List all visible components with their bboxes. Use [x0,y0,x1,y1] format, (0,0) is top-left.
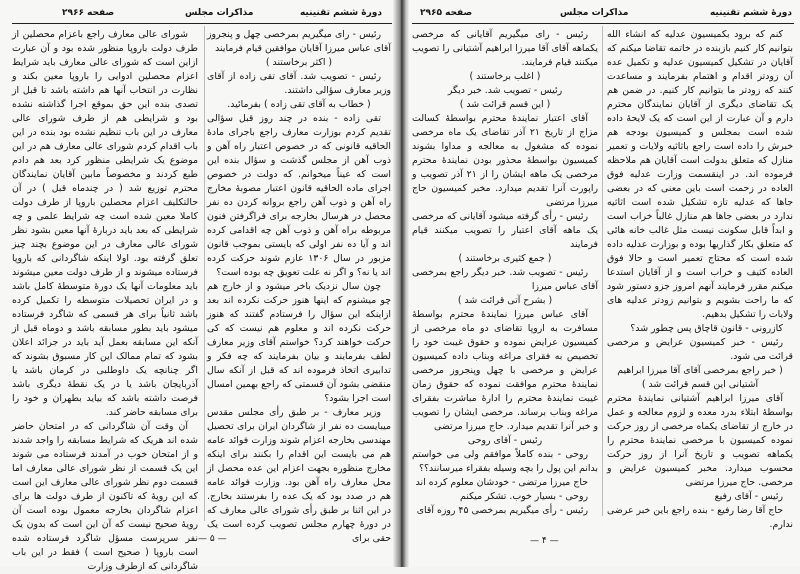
paragraph: رئیس - رأی گرفته میشود آقایانی که مرخصی یک ماهه آقای اعتبار را تصویب میکنند قیام فرمایند [412,211,598,250]
right-page [400,0,800,567]
header-title: مذاکرات مجلس [560,8,629,18]
centered-note: رئیس - تصویب شد. خبر دیگر [447,85,563,96]
paragraph: آن وقت آن شاگردانی که در امتحان حاضر شده اند هریک که شرایط مسابقه را واجد شدند و از امتحان خوب در آمدند فرستاده می شوند این یک قسمت از نظر شورای عالی معارف اما قسمت دوم نظر شورای عالی معارف این است که این رویهٔ که تاکنون از طرف دولت ها برای اعزام شاگردان بخارجه معمول بوده است آن رویهٔ صحیح نیست که آن این است که بدون یک نفر سرپرست مسؤل شاگرد فرستاده شده است باروپا ( صحیح است ) فقط در این باب شاگردانی که ازطرف وزارت [12,421,198,572]
paragraph: رئیس - رأی میگیریم بمرخصی ۴۵ روزه آقای [416,505,588,516]
paragraph: رئیس - خبر کمیسیون عرایض و مرخصی قرائت می شود. [607,337,793,362]
paragraph: رئیس - تصویب شد. خبر دیگر راجع بمرخصی آقای عباس میرزا [412,267,598,292]
header-rule [412,23,794,24]
centered-note: ( بشرح آتی قرائت شد ) [457,295,553,306]
header-title: مذاکرات مجلس [185,8,254,18]
page-header [0,8,400,22]
book-fold-shadow [393,0,409,567]
paragraph: آقای میرزا ابراهیم آشتیانی نمایندهٔ محترم بواسطهٔ ابتلاء بدرد معده و لزوم معالجه و عمل در خارج از تقاضای یکماه مرخصی از روز حرکت نموده کمیسیون با مرخصی نمایندهٔ محترم را یکماهه تصویب و تاریخ آنرا از روز حرکت محسوب میدارد. مخبر کمیسیون عرایض و مرخصی. حاج میرزا مرتضی [607,393,793,488]
paragraph: رئیس - تصویب شد. آقای تقی زاده از آقای وزیر معارف سؤالی داشتند. [207,71,391,96]
column [12,28,198,572]
paragraph: رئیس - رای میگیریم آقایانی که مرخصی یکماهه آقای آقا میرزا ابراهیم آشتیانی را تصویب میکنند قیام فرمایند. [412,29,598,68]
column [607,28,793,530]
paragraph: روحی - بسیار خوب. تشکر میکنم [460,491,588,502]
page-header [400,8,800,22]
page-footer-number: — ۵ — [198,534,227,544]
column-divider [602,26,603,516]
paragraph: حاج میرزا مرتضی - خودشان معلوم کرده اند [415,477,588,488]
header-session: دورهٔ ششم تقنینیه [709,8,792,18]
centered-note: ( خطاب به آقای تقی زاده ) بفرمائید. [227,99,371,110]
paragraph: آقای اعتبار نمایندهٔ محترم بواسطهٔ کسالت مزاج از تاریخ ۲۱ آذر تقاضای یک ماه مرخصی نموده که مشغول به معالجه و مداوا بشوند کمیسیون بواسطهٔ محذور بودن نمایندهٔ محترم مرخصی یک ماهه ایشان را از ۲۱ آذر تصویب و راپورت آنرا تقدیم میدارد. مخبر کمیسیون حاج میرزا مرتضی [412,113,599,208]
page-number: صفحه ۲۹۶۶ [62,8,115,18]
column [207,28,391,544]
paragraph: شورای عالی معارف راجع باعزام محصلین از طرف دولت باروپا منظور شده بود و آن عبارت ازاین است که شورای عالی معارف باید شرایط اعزام محصلین ادوایی را باروپا معین بکند و نظارت در انتخاب آنها هم داشته باشد تا قبل از تصدی بنده این حق بموقع اجرا گذاشته نشده بود و شرایطی هم از طرف شورای عالی معارف در این باب تنظیم نشده بود بنده در این باب اقدام کردم شورای عالی معارف هم در این موضوع یک شرایطی منظور کرد بعد هم دادم طبع کردند و مخصوصاً مابین آقایان نمایندگان محترم توزیع شد ( در چندماه قبل ) در آن حالتکلیف اعزام محصلین باروپا از طرف دولت کاملا معین شده است چه شرایط علمی و چه شرایطی که بعد باید دربارهٔ آنها معین بشود نظر شورای عالی معارف در این موضوع بچند چیز تعلق گرفته بود. اولا اینکه شاگردانی که باروپا فرستاده میشوند و از طرف دولت معین میشوند باید معلومات آنها یک دورهٔ متوسطهٔ کامل باشد و در ایران تحصیلات متوسطه را تکمیل کرده باشد ثانیاً برای هر قسمی که شاگرد فرستاده میشود باید بطور مسابقه باشد و دوماه قبل از آنکه این مسابقه بعمل آید باید در جرائد اعلان بشود که تمام ممالک این کار مسبوق بشوند که اگر چنانچه یک داوطلبی در کرمان باشد یا آذربایجان باشد یا در یک نقطهٔ دیگری باشد فرصت داشته باشد که بیاید بطهران و خود را برای مسابقه حاضر کند. [12,29,198,418]
header-rule [12,23,392,24]
paragraph: وزیر معارف - بر طبق رأی مجلس مقدس میبایست ده نفر از شاگردان ایران برای تحصیل مهندسی بخارجه اعزام شوند وزارت فوائد عامه هم می بایست این اقدام را بکنند برای اینکه مخارج منظوره بجهت اعزام این عده محصل از محل معارف راه آهن بود. وزارت فوائد عامه هم در صدد بود که یک عده را بفرستند بخارج. در این اثنا بر طبق رأی شورای عالی معارف که در دورهٔ چهارم مجلس تصویب کرده است یک حقی برای [207,407,391,544]
paragraph: رئیس - آقای رفیع [714,491,783,502]
header-session: دورهٔ ششم تقنینیه [299,8,382,18]
centered-note: ( اغلب برخاستند ) [469,71,541,82]
paragraph: کنم که برود بکمیسیون عدلیه که انشاء الله بتوانیم کار کنیم بازبنده در خاتمه تقاضا میکنم که آقایان در تشکیل کمیسیون عدلیه و تکمیل عده آن زودتر اقدام و اهتمام بفرمایند و مساعدت کنند که زودتر ما بتوانیم کار کنیم. در ضمن هم یک تقاضای دیگری از آقایان نمایندگان محترم دارم و آن عبارت از این است که یک لایحهٔ داده شده است بمجلس و کمیسیون بودجه هم خبرش را داده است راجع باثاثیه ولایات و تعمیر منازل که متعلق بدولت است آقایان هم ملاحظه فرموده اند. در اینقسمت وزارت عدلیه فوق العاده در زحمت است باین معنی که در بعضی جاها که عدلیه تازه تشکیل شده است اثاثیه ندارد در بعضی جاها هم منازل غالباً خراب است و ابداً قابل سکونت نیست مثل غالب خانه هائی که متعلق بکار گذاریها بوده و بوزارت عدلیه داده شده است که محتاج تعمیر است و حالا فوق العاده کثیف و خراب است و از آقایان استدعا میکنم مقرر فرمایند آنهم امروز جزو دستور شود که ما راحت بشویم و بتوانیم زودتر عدلیه های ولایات را تشکیل بدهیم. [607,29,793,320]
paragraph: روحی - بنده کاملاً موافقم ولی می خواستم بدانم این پول را بچه وسیله بفقراء میرسانند؟؟ [412,449,598,474]
left-page [0,0,400,572]
paragraph: آقای عباس میرزا نمایندهٔ محترم بواسطهٔ مسافرت به اروپا تقاضای دو ماه مرخصی از کمیسیون عرایض نموده و حقوق غیبت خود را تخصیص به فقرای مراغه وبناب داده کمیسیون عرایض و مرخصی با چهل وپنجروز مرخصی نمایندهٔ محترم موافقت نموده که حقوق زمان غیبت نمایندهٔ محترم را ادارهٔ مباشرت بفقرای مراغه وبناب برساند. مرخصی ایشان را تصویب و خبر آنرا تقدیم میدارد. حاج میرزا مرتضی [412,309,598,432]
paragraph: حاج آقا رضا رفیع - بنده راجع باین خبر عرضی ندارم. [607,505,793,530]
column [412,28,598,528]
centered-note: ( جمع کثیری برخاستند ) [458,253,552,264]
paragraph: رئیس - رای میگیریم بمرخصی چهل و پنجروز آقای عباس میرزا آقایان موافقین قیام فرمایند [207,29,391,54]
paragraph: کازرونی - قانون قاچاق پس چطور شد؟ [630,323,783,334]
centered-note: ( خبر راجع بمرخصی آقای آقا میرزا ابراهیم آشتیانی این قسم قرائت شد ) [617,365,783,390]
column-divider [204,26,205,521]
centered-note: ( این قسم قرائت شد ) [459,99,551,110]
centered-note: رئیس - آقای روحی [467,435,543,446]
paragraph: تقی زاده - بنده در چند روز قبل سؤالی تقدیم کردم بوزارت معارف راجع باجرای مادهٔ الحاقیه قانونی که در خصوص اعتبار راه آهن و ذوب آهن از مجلس گذشت و سؤال بنده این است که عیناً میخوانم. که دولت در خصوص اجرای ماده الحاقیه قانون اعتبار مصوبهٔ مخارج راه آهن و ذوب آهن راجع بروانه کردن ده نفر محصل در هرسال بخارجه برای فراگرفتن فنون مربوطه براه آهن و ذوب آهن چه اقدامی کرده اند و آیا ده نفر اولی که بایستی بموجب قانون مزبور در سال ۱۳۰۶ عازم شوند حرکت کرده اند یا نه؟ و اگر نه علت تعویق چه بوده است؟ [207,113,391,278]
page-number: صفحه ۲۹۶۵ [420,8,473,18]
page-footer-number: — ۴ — [530,536,559,546]
paragraph: چون سال نزدیک باخر میشود و از خارج هم چو میشنوم که اینها هنوز حرکت نکرده اند بعد ازاینکه این سؤال را فرستادم گفتند که هنوز حرکت نکرده اند و معلوم هم نیست که کی حرکت خواهند کرد؟ خواستم آقای وزیر معارف لطف بفرمایند و بیان بفرمایند که چه فکر و تدابیری اتخاذ فرموده اند که قبل از آنکه سال منقضی بشود آن قسمتی که راجع بهمین امسال است اجرا بشود؟ [207,281,391,404]
centered-note: ( اکثر برخاستند ) [265,57,333,68]
